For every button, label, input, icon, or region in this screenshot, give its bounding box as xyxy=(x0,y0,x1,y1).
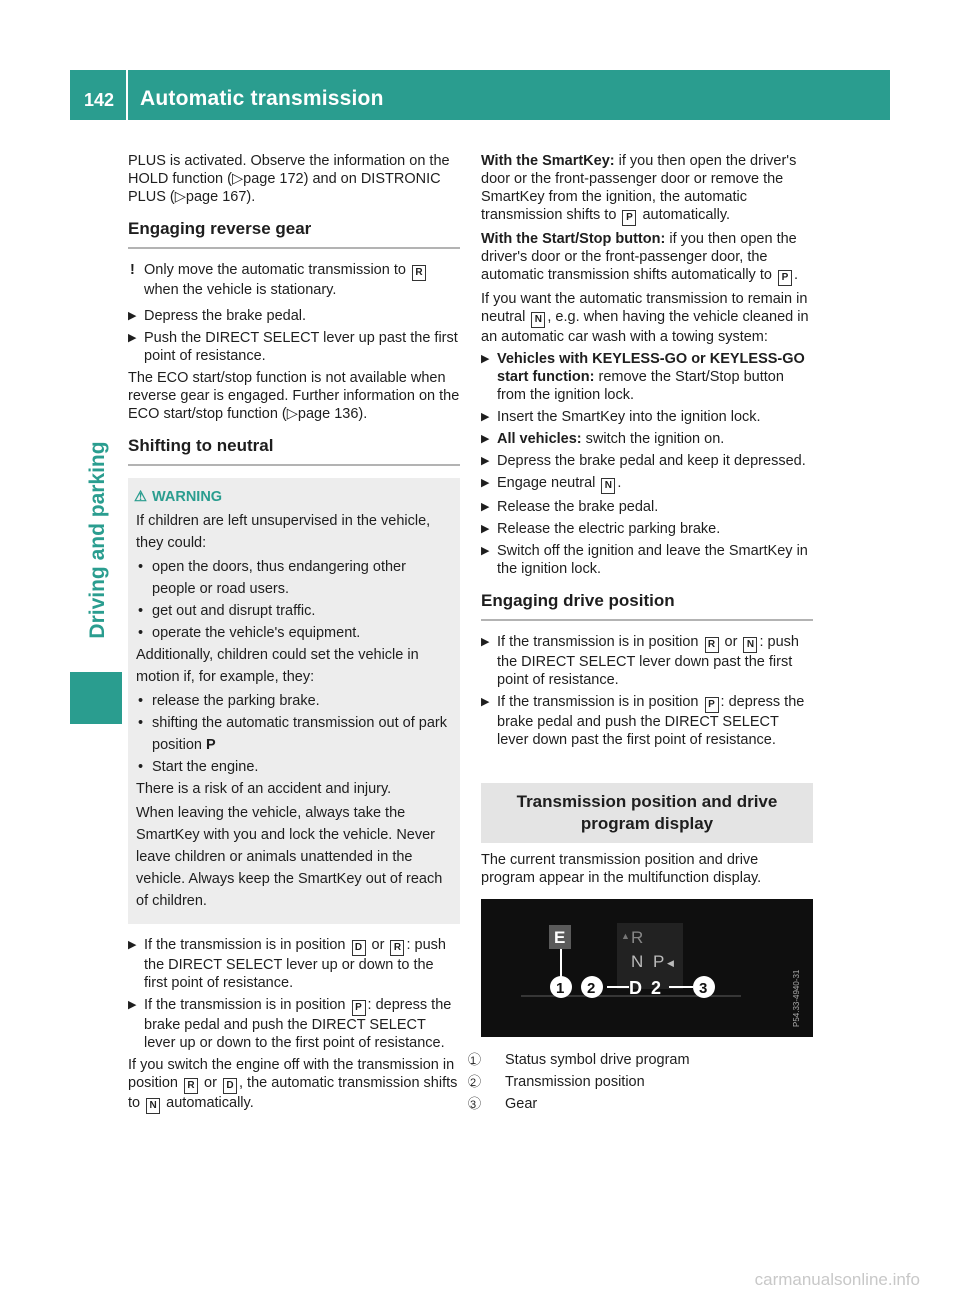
display-illustration xyxy=(481,899,813,1037)
arrow-left-icon: ◀ xyxy=(667,958,674,968)
bullet-icon: • xyxy=(138,759,144,775)
page-ref-icon: ▷ xyxy=(231,171,244,187)
step-item: ▶ Insert the SmartKey into the ignition lock. xyxy=(481,409,761,425)
warning-title: ⚠ WARNING xyxy=(152,486,452,508)
gear-key-n: N xyxy=(743,637,757,653)
smartkey-paragraph: With the SmartKey: if you then open the driver's door or the front-passenger door or remove the SmartKey from the ignition, the automatic transmission shifts to P automatically. xyxy=(481,152,813,226)
step-item: ▶ If the transmission is in position P : depress the brake pedal and push the DIRECT SELECT lever up or down to the first point of resistance. xyxy=(128,997,452,1051)
bullet-icon: • xyxy=(138,603,144,619)
step-arrow-icon: ▶ xyxy=(481,501,490,513)
bullet-item: • shifting the automatic transmission out of park position P xyxy=(136,712,452,756)
step-item: ▶ Release the electric parking brake. xyxy=(481,521,721,537)
step-item: ▶ If the transmission is in position P : depress the brake pedal and push the DIRECT SELECT lever down past the first point of resistance. xyxy=(481,694,805,748)
step-item: ▶ Release the brake pedal. xyxy=(481,499,659,515)
page-ref-icon: ▷ xyxy=(286,406,298,422)
page-title: Automatic transmission xyxy=(140,87,384,110)
step-arrow-icon: ▶ xyxy=(481,353,490,365)
callout-number-1: 1 xyxy=(556,980,565,997)
position-p: P xyxy=(653,952,665,971)
step-item: ▶ Switch off the ignition and leave the SmartKey in the ignition lock. xyxy=(481,543,808,577)
bullet-item: • release the parking brake. xyxy=(136,690,452,712)
step-item: ▶ Push the DIRECT SELECT lever up past the first point of resistance. xyxy=(128,330,458,364)
gear-key-r: R xyxy=(412,265,426,281)
section-marker xyxy=(70,672,122,724)
page-header xyxy=(70,70,890,120)
step-arrow-icon: ▶ xyxy=(481,455,490,467)
step-item: ▶ Depress the brake pedal and keep it depressed. xyxy=(481,453,806,469)
gear-key-d: D xyxy=(352,940,366,956)
warning-text: There is a risk of an accident and injury. xyxy=(136,781,392,797)
section-banner-display: Transmission position and drive program display xyxy=(481,783,813,843)
position-d: D xyxy=(629,978,642,998)
step-arrow-icon: ▶ xyxy=(481,523,490,535)
caution-icon: ! xyxy=(130,262,135,278)
legend-item: 1 Status symbol drive program xyxy=(470,1052,690,1068)
footer-watermark: carmanualsonline.info xyxy=(754,1270,920,1289)
step-arrow-icon: ▶ xyxy=(481,433,490,445)
bullet-icon: • xyxy=(138,625,144,641)
step-item: ▶ If the transmission is in position D or R : push the DIRECT SELECT lever up or down to the first point of resistance. xyxy=(128,937,446,991)
gear-key-p: P xyxy=(622,210,636,226)
left-column xyxy=(128,152,460,1118)
step-item: ▶ Engage neutral N . xyxy=(481,474,813,494)
gear-key-n: N xyxy=(531,312,545,328)
section-tab-label: Driving and parking xyxy=(86,441,109,639)
gear-key-r: R xyxy=(390,940,404,956)
warning-box xyxy=(128,478,460,924)
gear-key-p: P xyxy=(705,697,719,713)
heading-reverse-gear: Engaging reverse gear xyxy=(128,220,460,249)
page-ref-icon: ▷ xyxy=(174,189,186,205)
step-item: ▶ If the transmission is in position R or N : push the DIRECT SELECT lever down past the first point of resistance. xyxy=(481,634,799,688)
image-code: P54.33-4940-31 xyxy=(792,969,801,1027)
warning-text: When leaving the vehicle, always take the SmartKey with you and lock the vehicle. Never leave children or animals unattended in the vehicle. Always keep the SmartKey out of reach of children. xyxy=(136,805,443,909)
position-n: N xyxy=(631,952,644,971)
eco-paragraph: The ECO start/stop function is not available when reverse gear is engaged. Further information on the ECO start/stop function (▷page 136). xyxy=(128,370,460,422)
gear-key-r: R xyxy=(184,1078,198,1094)
step-arrow-icon: ▶ xyxy=(128,939,137,951)
heading-shifting-neutral: Shifting to neutral xyxy=(128,437,460,466)
bullet-item: • Start the engine. xyxy=(136,756,452,778)
bullet-item: • open the doors, thus endangering other people or road users. xyxy=(136,556,452,600)
gear-key-p: P xyxy=(352,1000,366,1016)
carwash-paragraph: If you want the automatic transmission to remain in neutral N , e.g. when having the vehicle cleaned in an automatic car wash with a towing system: xyxy=(481,291,809,345)
startstop-paragraph: With the Start/Stop button: if you then open the driver's door or the front-passenger door, the automatic transmission shifts automatically to P . xyxy=(481,230,813,286)
step-arrow-icon: ▶ xyxy=(481,477,490,489)
callout-number-2: 2 xyxy=(587,980,596,997)
display-intro: The current transmission position and drive program appear in the multifunction display. xyxy=(481,852,762,886)
bullet-icon: • xyxy=(138,693,144,709)
legend-item: 2 Transmission position xyxy=(470,1074,645,1090)
position-r: R xyxy=(631,928,644,947)
drive-program-e: E xyxy=(554,928,566,947)
step-arrow-icon: ▶ xyxy=(128,310,137,322)
bullet-item: • operate the vehicle's equipment. xyxy=(136,622,452,644)
engine-off-paragraph: If you switch the engine off with the transmission in position R or D , the automatic transmission shifts to N automatically. xyxy=(128,1056,460,1114)
bullet-icon: • xyxy=(138,559,144,575)
multifunction-display-image xyxy=(481,899,813,1037)
step-arrow-icon: ▶ xyxy=(481,545,490,557)
legend-item: 3 Gear xyxy=(470,1096,538,1112)
gear-key-n: N xyxy=(601,478,615,494)
caution-note: ! Only move the automatic transmission to R when the vehicle is stationary. xyxy=(128,261,460,299)
step-arrow-icon: ▶ xyxy=(481,636,490,648)
step-arrow-icon: ▶ xyxy=(481,411,490,423)
right-column xyxy=(470,152,813,1117)
intro-paragraph: PLUS is activated. Observe the information on the HOLD function (▷page 172) and on DISTRONIC PLUS (▷page 167). xyxy=(128,153,450,205)
gear-key-d: D xyxy=(223,1078,237,1094)
bullet-icon: • xyxy=(138,715,144,731)
gear-key-n: N xyxy=(146,1098,160,1114)
step-item: ▶ Depress the brake pedal. xyxy=(128,308,307,324)
callout-number-3: 3 xyxy=(699,980,708,997)
current-gear: 2 xyxy=(651,978,662,998)
arrow-up-icon: ▲ xyxy=(621,931,630,941)
step-arrow-icon: ▶ xyxy=(481,696,490,708)
gear-key-p: P xyxy=(778,270,792,286)
warning-text: If children are left unsupervised in the vehicle, they could: xyxy=(136,513,431,551)
section-tab xyxy=(83,441,113,639)
gear-key-r: R xyxy=(705,637,719,653)
bullet-item: • get out and disrupt traffic. xyxy=(136,600,452,622)
step-arrow-icon: ▶ xyxy=(128,999,137,1011)
heading-drive-position: Engaging drive position xyxy=(481,592,813,621)
page-number: 142 xyxy=(84,90,115,110)
step-arrow-icon: ▶ xyxy=(128,332,137,344)
warning-text: Additionally, children could set the vehicle in motion if, for example, they: xyxy=(136,647,419,685)
warning-triangle-icon: ⚠ xyxy=(134,489,147,505)
step-item: ▶ Vehicles with KEYLESS-GO or KEYLESS-GO start function: remove the Start/Stop button from the ignition lock. xyxy=(481,351,805,403)
step-item: ▶ All vehicles: switch the ignition on. xyxy=(481,431,725,447)
header-divider xyxy=(126,70,128,120)
